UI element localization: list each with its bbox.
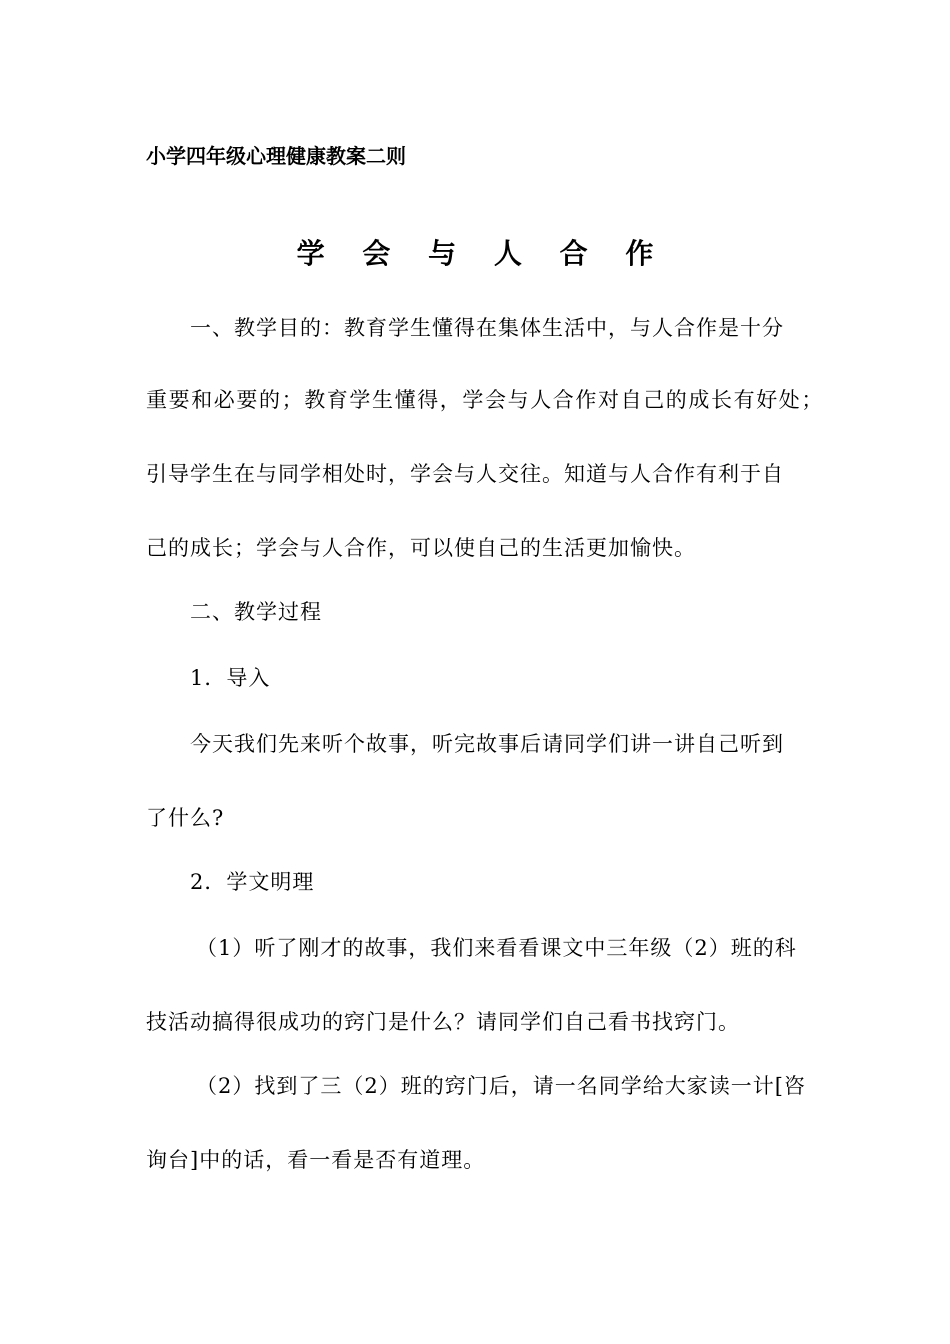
lesson-title: 学 会 与 人 合 作 bbox=[296, 237, 668, 270]
paragraph-line: （2）找到了三（2）班的窍门后，请一名同学给大家读一计[咨 bbox=[196, 1074, 806, 1098]
paragraph-line: 今天我们先来听个故事，听完故事后请同学们讲一讲自己听到 bbox=[190, 732, 784, 756]
paragraph-line: 了什么? bbox=[146, 806, 225, 830]
paragraph-line: 重要和必要的；教育学生懂得，学会与人合作对自己的成长有好处； bbox=[146, 388, 824, 412]
subsection-heading: 2．学文明理 bbox=[190, 870, 315, 894]
document-heading: 小学四年级心理健康教案二则 bbox=[146, 144, 406, 168]
section-heading: 二、教学过程 bbox=[190, 600, 322, 624]
paragraph-line: 一、教学目的：教育学生懂得在集体生活中，与人合作是十分 bbox=[190, 316, 784, 340]
subsection-heading: 1．导入 bbox=[190, 666, 271, 690]
paragraph-line: 技活动搞得很成功的窍门是什么？请同学们自己看书找窍门。 bbox=[146, 1010, 740, 1034]
paragraph-line: 询台]中的话，看一看是否有道理。 bbox=[146, 1148, 486, 1172]
paragraph-line: （1）听了刚才的故事，我们来看看课文中三年级（2）班的科 bbox=[196, 936, 797, 960]
paragraph-line: 己的成长；学会与人合作，可以使自己的生活更加愉快。 bbox=[146, 536, 696, 560]
paragraph-line: 引导学生在与同学相处时，学会与人交往。知道与人合作有利于自 bbox=[146, 462, 784, 486]
